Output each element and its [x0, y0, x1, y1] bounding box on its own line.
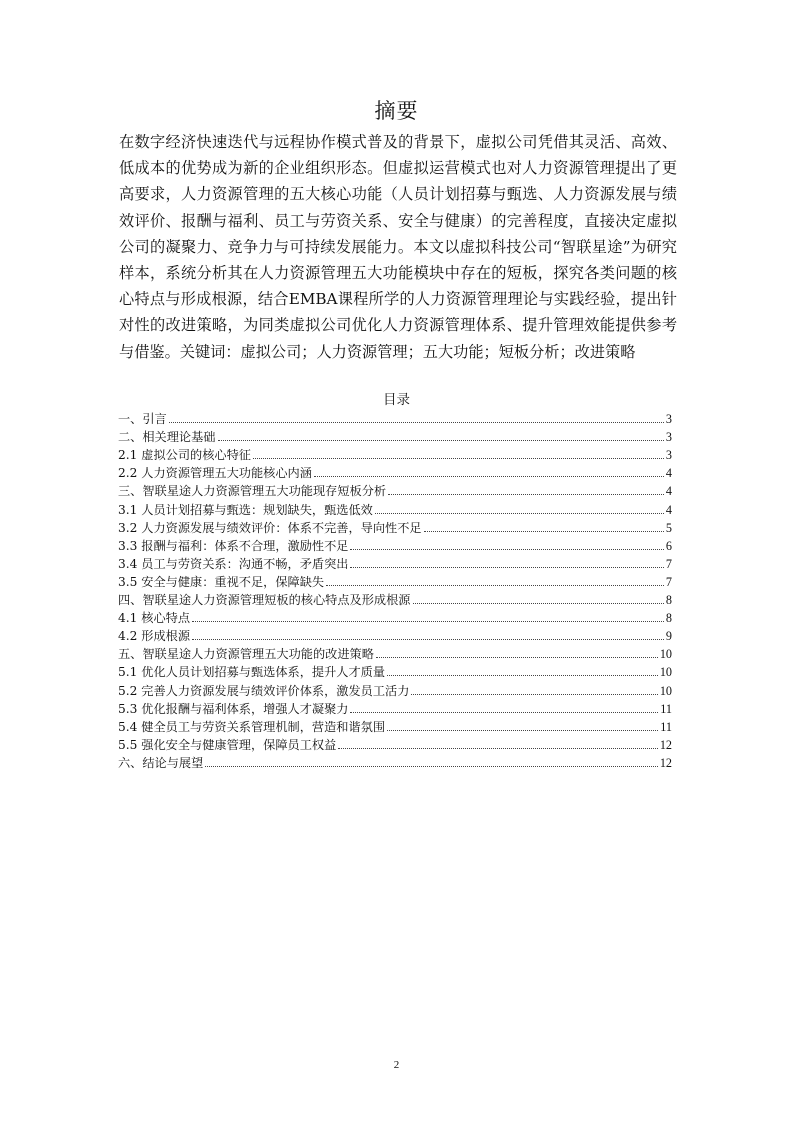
toc-leader-dots [375, 513, 664, 514]
toc-leader-dots [388, 494, 664, 495]
toc-entry-page: 3 [665, 430, 672, 445]
toc-entry-page: 6 [665, 538, 672, 553]
toc-entry-label: 3.5 安全与健康：重视不足，保障缺失 [118, 574, 325, 589]
toc-leader-dots [192, 639, 664, 640]
toc-entry-label: 4.2 形成根源 [118, 629, 191, 644]
toc-entry-label: 一、引言 [118, 412, 167, 427]
toc-leader-dots [350, 712, 658, 713]
toc-leader-dots [350, 549, 663, 550]
toc-entry-page: 3 [665, 412, 672, 427]
toc-entry[interactable] [118, 662, 672, 680]
toc-leader-dots [218, 440, 664, 441]
toc-leader-dots [338, 748, 658, 749]
toc-entry[interactable] [118, 590, 672, 608]
toc-title: 目录 [383, 392, 410, 408]
toc-entry-page: 4 [665, 502, 672, 517]
toc-entry-page: 10 [659, 683, 672, 698]
toc-entry[interactable] [118, 445, 672, 463]
toc-leader-dots [350, 567, 663, 568]
toc-entry[interactable] [118, 753, 672, 771]
toc-entry[interactable] [118, 536, 672, 554]
toc-leader-dots [411, 694, 657, 695]
toc-entry[interactable] [118, 481, 672, 499]
toc-entry[interactable] [118, 518, 672, 536]
toc-leader-dots [424, 531, 664, 532]
toc-entry-label: 六、结论与展望 [118, 755, 204, 770]
toc-leader-dots [205, 766, 658, 767]
toc-entry-label: 3.4 员工与劳资关系：沟通不畅，矛盾突出 [118, 556, 349, 571]
toc-entry-label: 2.2 人力资源管理五大功能核心内涵 [118, 466, 312, 481]
toc-entry[interactable] [118, 427, 672, 445]
toc-entry[interactable] [118, 608, 672, 626]
toc-entry[interactable] [118, 499, 672, 517]
toc-entry[interactable] [118, 626, 672, 644]
toc-entry-page: 10 [659, 647, 672, 662]
toc-entry-label: 5.5 强化安全与健康管理，保障员工权益 [118, 737, 337, 752]
toc-entry-label: 四、智联星途人力资源管理短板的核心特点及形成根源 [118, 593, 411, 608]
toc-entry-page: 8 [665, 593, 672, 608]
toc-entry[interactable] [118, 463, 672, 481]
abstract-title: 摘要 [374, 99, 419, 123]
toc-entry-label: 5.4 健全员工与劳资关系管理机制，营造和谐氛围 [118, 719, 386, 734]
toc-entry[interactable] [118, 717, 672, 735]
toc-entry[interactable] [118, 699, 672, 717]
toc-leader-dots [387, 675, 658, 676]
toc-entry-page: 7 [665, 574, 672, 589]
toc-entry-page: 12 [659, 737, 672, 752]
page-number: 2 [393, 1059, 400, 1071]
toc-leader-dots [253, 458, 664, 459]
toc-leader-dots [326, 585, 664, 586]
toc-entry[interactable] [118, 554, 672, 572]
toc-entry[interactable] [118, 572, 672, 590]
toc-entry-page: 10 [659, 665, 672, 680]
toc-entry-page: 12 [659, 755, 672, 770]
toc-entry-label: 3.3 报酬与福利：体系不合理，激励性不足 [118, 538, 349, 553]
toc-leader-dots [413, 603, 664, 604]
toc-entry-page: 3 [665, 448, 672, 463]
toc-entry-page: 4 [665, 466, 672, 481]
toc-entry-label: 5.3 优化报酬与福利体系，增强人才凝聚力 [118, 701, 349, 716]
toc-leader-dots [376, 657, 658, 658]
toc-entry-page: 11 [660, 719, 672, 734]
toc-entry-page: 8 [665, 611, 672, 626]
toc-leader-dots [169, 422, 664, 423]
toc-entry[interactable] [118, 680, 672, 698]
toc-entry-label: 5.2 完善人力资源发展与绩效评价体系，激发员工活力 [118, 683, 410, 698]
toc-entry-page: 9 [665, 629, 672, 644]
toc-entry-label: 3.1 人员计划招募与甄选：规划缺失，甄选低效 [118, 502, 373, 517]
toc-leader-dots [314, 476, 664, 477]
toc-entry-label: 5.1 优化人员计划招募与甄选体系，提升人才质量 [118, 665, 386, 680]
toc-entry-page: 5 [665, 520, 672, 535]
toc-entry-page: 4 [665, 484, 672, 499]
toc-entry-label: 2.1 虚拟公司的核心特征 [118, 448, 251, 463]
toc-entry-page: 11 [660, 701, 672, 716]
toc-entry-label: 3.2 人力资源发展与绩效评价：体系不完善，导向性不足 [118, 520, 422, 535]
toc-entry-label: 五、智联星途人力资源管理五大功能的改进策略 [118, 647, 374, 662]
toc-entry-label: 二、相关理论基础 [118, 430, 216, 445]
toc-entry[interactable] [118, 409, 672, 427]
toc-entry-label: 三、智联星途人力资源管理五大功能现存短板分析 [118, 484, 387, 499]
toc-entry[interactable] [118, 735, 672, 753]
toc-leader-dots [387, 730, 658, 731]
table-of-contents [118, 409, 672, 771]
toc-entry-label: 4.1 核心特点 [118, 611, 191, 626]
toc-entry-page: 7 [665, 556, 672, 571]
toc-leader-dots [192, 621, 664, 622]
toc-entry[interactable] [118, 644, 672, 662]
abstract-body: 在数字经济快速迭代与远程协作模式普及的背景下，虚拟公司凭借其灵活、高效、低成本的优势成为新的企业组织形态。但虚拟运营模式也对人力资源管理提出了更高要求，人力资源管理的五大核心功能（人员计划招募与甄选、人力资源发展与绩效评价、报酬与福利、员工与劳资关系、安全与健康）的完善程度，直接决定虚拟公司的凝聚力、竞争力与可持续发展能力。本文以虚拟科技公司“智联星途”为研究样本，系统分析其在人力资源管理五大功能模块中存在的短板，探究各类问题的核心特点与形成根源，结合EMBA课程所学的人力资源管理理论与实践经验，提出针对性的改进策略，为同类虚拟公司优化人力资源管理体系、提升管理效能提供参考与借鉴。关键词：虚拟公司；人力资源管理；五大功能；短板分析；改进策略 [119, 133, 677, 361]
